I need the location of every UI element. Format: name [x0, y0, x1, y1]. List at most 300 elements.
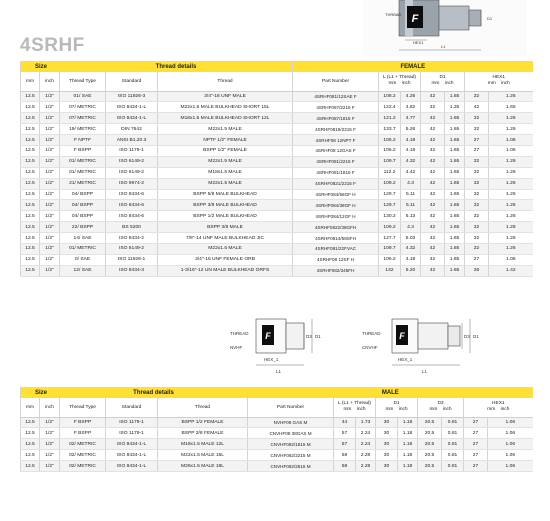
table-cell: 1.26 [489, 113, 533, 124]
table-cell: 4.26 [401, 91, 421, 102]
table-cell: 5.26 [401, 124, 421, 135]
table-row [21, 189, 533, 200]
table-row [21, 156, 533, 167]
l1-label: L1 [441, 44, 446, 49]
table-cell: 5.11 [401, 189, 421, 200]
col-standard: Standard [106, 72, 158, 91]
table-cell: 1.18 [398, 450, 418, 461]
table-cell: BS 5200 [106, 222, 158, 233]
table-cell: 1/2" [40, 417, 60, 428]
col-inch: inch [40, 398, 60, 417]
table-cell: 1.06 [488, 417, 533, 428]
table-cell: 20.5 [418, 450, 442, 461]
table-cell: 1/2" [40, 156, 60, 167]
table-cell: 22/ BSPP [60, 222, 106, 233]
table-cell: 01/ METRIC [60, 167, 106, 178]
table-cell: 30 [376, 450, 398, 461]
table-cell: 02/ METRIC [60, 461, 106, 472]
table-cell: 14/ SAE [60, 233, 106, 244]
table-cell: M22x1.5 MALE [158, 243, 293, 254]
table-cell: 42 [421, 156, 445, 167]
col-d1-mm: mm [431, 81, 440, 87]
col-d1-title: D1 [393, 401, 400, 407]
table-cell: 12.5 [21, 135, 40, 146]
table-cell: 1.26 [489, 178, 533, 189]
table-cell: 4SRHF081/2215 F [293, 156, 379, 167]
table-cell: 30 [376, 461, 398, 472]
table-cell: 42 [421, 189, 445, 200]
table-cell: 1.65 [445, 124, 465, 135]
thread-details-group-header: Thread details [60, 61, 293, 72]
table-cell: 1.06 [488, 439, 533, 450]
table-cell: M26x1.5 MALE 18L [158, 461, 248, 472]
cnvhf-hex-label: HEX_1 [398, 357, 413, 362]
table-cell: ISO 8434-6 [106, 211, 158, 222]
col-d1-inch: inch [444, 81, 454, 87]
table-cell: 1.06 [489, 135, 533, 146]
table-cell: 32 [465, 167, 489, 178]
col-hex1-inch: inch [500, 407, 510, 413]
table-cell: 132 [379, 265, 401, 276]
table-cell: F NPTF [60, 135, 106, 146]
table-cell: 1.06 [488, 450, 533, 461]
thread-details-group-header: Thread details [60, 387, 248, 398]
table-row [21, 243, 533, 254]
table-cell: 12.5 [21, 167, 40, 178]
table-cell: 4SRHF081/22FVAC [293, 243, 379, 254]
table-cell: 1/2" [40, 211, 60, 222]
table-cell: 4SRHF0814/58SFH [293, 233, 379, 244]
col-thread-type: Thread Type [60, 398, 106, 417]
table-cell: ISO 1179-1 [106, 145, 158, 156]
table-cell: 1.26 [489, 189, 533, 200]
female-table-body [21, 91, 533, 276]
table-cell: 12.5 [21, 243, 40, 254]
table-cell: 30 [376, 417, 398, 428]
table-cell: 1.18 [398, 428, 418, 439]
table-cell: 1.26 [489, 243, 533, 254]
male-spec-table [20, 387, 533, 472]
table-cell: 1/2" [40, 428, 60, 439]
table-cell: 1/2" [40, 243, 60, 254]
table-cell: BSPP 3/8 MALE BULKHEAD [158, 200, 293, 211]
table-cell: ISO 8434-1-L [106, 102, 158, 113]
table-cell: M22x1.5 MALE [158, 156, 293, 167]
nvhf-d3-label: D3 [306, 334, 312, 339]
table-cell: 42 [421, 265, 445, 276]
table-cell: 1/2" [40, 113, 60, 124]
table-cell: 4SRHF0819/2215 F [293, 124, 379, 135]
table-cell: 7/8"-14 UNF MALE BULKHEAD JIC [158, 233, 293, 244]
table-column-header [21, 398, 533, 417]
table-cell: 1/2" [40, 254, 60, 265]
table-cell: 106.2 [379, 145, 401, 156]
svg-text:F: F [399, 331, 405, 341]
col-length [334, 398, 376, 417]
female-spec-table [20, 61, 533, 277]
table-cell: 42 [421, 167, 445, 178]
table-cell: 1.65 [445, 211, 465, 222]
table-row [21, 124, 533, 135]
table-cell: 12.5 [21, 145, 40, 156]
table-cell: 12.5 [21, 222, 40, 233]
table-cell: 42 [421, 135, 445, 146]
table-cell: ISO 8434-1-L [106, 450, 158, 461]
table-cell: 12.5 [21, 124, 40, 135]
table-cell: 4.18 [401, 254, 421, 265]
table-cell: 1.65 [445, 200, 465, 211]
table-cell: 2.24 [356, 428, 376, 439]
table-cell: CNVHF082/2215 M [248, 450, 334, 461]
table-cell: 27 [465, 145, 489, 156]
table-cell: 130.2 [379, 211, 401, 222]
table-cell: 12.5 [21, 439, 40, 450]
table-cell: 32 [465, 222, 489, 233]
table-cell: 109.7 [379, 156, 401, 167]
col-hex1-title: HEX1 [492, 401, 505, 407]
table-cell: 1.26 [489, 200, 533, 211]
table-cell: 129.7 [379, 200, 401, 211]
table-cell: 1.42 [489, 265, 533, 276]
table-cell: 01/ METRIC [60, 156, 106, 167]
table-cell: 27 [465, 254, 489, 265]
table-cell: 1.65 [445, 265, 465, 276]
table-cell: 4.42 [401, 167, 421, 178]
table-cell: 1/2" [40, 265, 60, 276]
col-inch: inch [40, 72, 60, 91]
table-cell: 36 [465, 265, 489, 276]
nvhf-part-label: NVHF [230, 345, 243, 350]
table-row [21, 200, 533, 211]
col-d1 [421, 72, 465, 91]
table-cell: 42 [421, 200, 445, 211]
table-cell: ISO 11926-1 [106, 254, 158, 265]
table-cell: 27 [464, 450, 488, 461]
table-row [21, 265, 533, 276]
col-d1 [376, 398, 418, 417]
nvhf-diagram [228, 313, 328, 379]
table-cell: 0/ SAE [60, 254, 106, 265]
table-cell: 0.81 [442, 439, 464, 450]
table-cell: 5.11 [401, 200, 421, 211]
table-cell: 42 [421, 145, 445, 156]
table-cell: 109.2 [379, 222, 401, 233]
col-hex1-mm: mm [487, 81, 496, 87]
table-cell: ISO 8434-6 [106, 200, 158, 211]
table-cell: 1.65 [489, 102, 533, 113]
table-cell: ISO 1179-1 [106, 417, 158, 428]
col-d3-title: D3 [437, 401, 444, 407]
table-cell: ISO 8434-2 [106, 233, 158, 244]
table-cell: ANSI B1.20.3 [106, 135, 158, 146]
table-cell: 02/ METRIC [60, 450, 106, 461]
table-cell: CNVHF082/2615 M [248, 461, 334, 472]
table-row [21, 222, 533, 233]
table-cell: ISO 9974-2 [106, 178, 158, 189]
table-cell: 58 [334, 461, 356, 472]
table-cell: 1.65 [445, 156, 465, 167]
table-cell: 1.26 [489, 156, 533, 167]
table-cell: 57 [334, 428, 356, 439]
male-table-body [21, 417, 533, 471]
table-cell: 1.26 [489, 222, 533, 233]
table-row [21, 439, 533, 450]
table-cell: ISO 6149-2 [106, 156, 158, 167]
table-cell: 20.5 [418, 428, 442, 439]
table-cell: 1.06 [488, 428, 533, 439]
table-cell: 58 [334, 450, 356, 461]
table-cell: 42 [421, 124, 445, 135]
cnvhf-l1-label: L1 [422, 369, 428, 374]
table-cell: 5.13 [401, 211, 421, 222]
table-cell: 1.26 [489, 91, 533, 102]
table-cell: 4SRHF082/345FH [293, 265, 379, 276]
table-cell: 1.65 [445, 189, 465, 200]
table-row [21, 211, 533, 222]
table-row [21, 233, 533, 244]
table-row [21, 135, 533, 146]
size-group-header: Size [21, 387, 60, 398]
table-cell: 0.81 [442, 461, 464, 472]
table-cell: BSPP 1/2" FEMALE [158, 145, 293, 156]
table-cell: 32 [465, 233, 489, 244]
table-cell: ISO 8434-3 [106, 265, 158, 276]
table-cell: 1/2" [40, 167, 60, 178]
table-cell: M22x1.5 MALE BULKHEAD SHORT 15L [158, 102, 293, 113]
table-cell: 4SRHF084/58GF H [293, 189, 379, 200]
table-cell: 12.5 [21, 417, 40, 428]
table-cell: 32 [465, 200, 489, 211]
col-d3-inch: inch [442, 407, 452, 413]
table-cell: 1.06 [489, 254, 533, 265]
table-cell: 12.5 [21, 265, 40, 276]
table-cell: 32 [465, 124, 489, 135]
table-cell: 1/2" [40, 233, 60, 244]
nvhf-l1-label: L1 [276, 369, 282, 374]
table-cell: 2.28 [356, 450, 376, 461]
col-mm: mm [21, 398, 40, 417]
table-cell: 12.5 [21, 200, 40, 211]
table-cell: NVHF08 GAS M [248, 417, 334, 428]
table-cell: NPTF 1/2" FEMALE [158, 135, 293, 146]
table-row [21, 113, 533, 124]
table-cell: 32 [465, 243, 489, 254]
table-cell: CNVHF082/1815 M [248, 439, 334, 450]
col-hex1 [465, 72, 533, 91]
table-cell: 04/ BSPP [60, 200, 106, 211]
d1-label: D1 [487, 16, 493, 21]
table-cell: 1/2" [40, 91, 60, 102]
table-cell: 4.3 [401, 222, 421, 233]
table-cell: 1.18 [398, 461, 418, 472]
hex1-label: HEX1 [413, 40, 424, 45]
table-cell: ISO 8434-1-L [106, 461, 158, 472]
female-group-header: FEMALE [293, 61, 533, 72]
table-cell: 1/2" [40, 200, 60, 211]
table-cell: 1.65 [445, 222, 465, 233]
table-row [21, 178, 533, 189]
table-cell: 1.65 [445, 254, 465, 265]
table-cell: M22x1.5 MALE [158, 124, 293, 135]
table-row [21, 461, 533, 472]
table-cell: 1/2" [40, 222, 60, 233]
table-cell: ISO 6149-2 [106, 167, 158, 178]
table-cell: 0.81 [442, 428, 464, 439]
col-length-mm: mm [388, 81, 397, 87]
table-cell: 1.18 [398, 417, 418, 428]
table-cell: 42 [421, 254, 445, 265]
table-cell: 27 [464, 439, 488, 450]
table-cell: 129.7 [379, 189, 401, 200]
table-cell: 12.5 [21, 254, 40, 265]
table-cell: 04/ BSPP [60, 211, 106, 222]
nvhf-d1-label: D1 [315, 334, 321, 339]
table-cell: 4.77 [401, 113, 421, 124]
col-length-title: L (L1 + Thread) [338, 401, 371, 407]
table-cell: 44 [334, 417, 356, 428]
table-cell: 4SRHF0822/38GFH [293, 222, 379, 233]
table-cell: 20.5 [418, 417, 442, 428]
table-cell: 21/ METRIC [60, 178, 106, 189]
table-cell: 1-3/16"-12 UN MALE BULKHEAD ORFS [158, 265, 293, 276]
table-cell: 32 [465, 91, 489, 102]
table-cell: 112.2 [379, 167, 401, 178]
table-cell: 2.28 [356, 461, 376, 472]
table-cell: 1/2" [40, 439, 60, 450]
table-cell: ISO 6149-2 [106, 243, 158, 254]
col-part-number: Part Number [248, 398, 334, 417]
table-cell: 30 [376, 439, 398, 450]
table-cell: 1/2" [40, 135, 60, 146]
table-cell: 4SRHF081/12SAE F [293, 91, 379, 102]
table-cell: 27 [464, 428, 488, 439]
col-thread: Thread [158, 72, 293, 91]
table-row [21, 417, 533, 428]
table-cell: ISO 1179-1 [106, 428, 158, 439]
cnvhf-diagram [358, 313, 488, 379]
table-cell: 32 [465, 178, 489, 189]
table-cell: BSPP 3/8 MALE [158, 222, 293, 233]
col-hex1-inch: inch [501, 81, 510, 87]
table-cell: 4.32 [401, 243, 421, 254]
table-cell: 4SRHF08 12SF H [293, 254, 379, 265]
cnvhf-d3-label: D3 [464, 334, 470, 339]
table-cell: 1/2" [40, 124, 60, 135]
table-cell: 4SRHF081/1815 F [293, 167, 379, 178]
nvhf-hex-label: HEX_1 [264, 357, 279, 362]
col-length-mm: mm [343, 407, 352, 413]
table-cell: 1.65 [445, 113, 465, 124]
table-cell: 12.5 [21, 233, 40, 244]
table-cell: DIN 7642 [106, 124, 158, 135]
table-cell: 1.65 [445, 243, 465, 254]
col-d3-mm: mm [429, 407, 438, 413]
table-cell: 4.18 [401, 145, 421, 156]
col-length [379, 72, 421, 91]
table-cell: 04/ BSPP [60, 189, 106, 200]
table-cell: 12.5 [21, 178, 40, 189]
table-cell: 1.26 [489, 233, 533, 244]
table-cell: 12.5 [21, 461, 40, 472]
table-cell: 4.18 [401, 135, 421, 146]
table-cell: 4.82 [401, 102, 421, 113]
table-cell: 07/ METRIC [60, 113, 106, 124]
table-cell: 2.24 [356, 439, 376, 450]
table-cell: 3/4"-16 UNF FEMALE ORB [158, 254, 293, 265]
table-cell: 122.4 [379, 102, 401, 113]
table-cell: 1/2" [40, 461, 60, 472]
table-cell: 27 [464, 461, 488, 472]
table-cell: 1.06 [489, 145, 533, 156]
table-cell: 4.32 [401, 156, 421, 167]
table-cell: 5.03 [401, 233, 421, 244]
table-cell: 4SRHF087/2215 F [293, 102, 379, 113]
table-cell: 42 [421, 243, 445, 254]
male-group-header: MALE [248, 387, 533, 398]
table-cell: 1.26 [489, 124, 533, 135]
table-cell: 42 [421, 91, 445, 102]
table-cell: BSPP 1/2 FEMALE [158, 417, 248, 428]
table-cell: 5.20 [401, 265, 421, 276]
table-cell: 12.5 [21, 113, 40, 124]
table-cell: 133.7 [379, 124, 401, 135]
table-cell: 121.2 [379, 113, 401, 124]
table-row [21, 450, 533, 461]
col-part-number: Part Number [293, 72, 379, 91]
col-length-inch: inch [401, 81, 411, 87]
table-cell: 12.5 [21, 102, 40, 113]
table-cell: CNVHF08 38GAS M [248, 428, 334, 439]
table-cell: M22x1.5 MALE [158, 178, 293, 189]
page-title: 4SRHF [20, 35, 85, 56]
table-cell: 0.81 [442, 417, 464, 428]
col-length-inch: inch [356, 407, 366, 413]
table-cell: 12/ SAE [60, 265, 106, 276]
table-row [21, 145, 533, 156]
table-cell: 20.5 [418, 461, 442, 472]
table-row [21, 167, 533, 178]
table-cell: M18x1.5 MALE [158, 167, 293, 178]
table-cell: 42 [421, 113, 445, 124]
thread-label: THREAD [385, 12, 402, 17]
table-cell: ISO 11926-3 [106, 91, 158, 102]
col-mm: mm [21, 72, 40, 91]
table-cell: 01/ SAE [60, 91, 106, 102]
top-coupling-diagram [355, 0, 535, 56]
table-cell: 4SRHF084/38GF H [293, 200, 379, 211]
table-cell: 57 [334, 439, 356, 450]
table-cell: 4SRHF0821/2215 F [293, 178, 379, 189]
table-cell: ISO 8434-1-L [106, 439, 158, 450]
table-cell: 12.5 [21, 211, 40, 222]
table-cell: 1/2" [40, 145, 60, 156]
table-cell: 1/2" [40, 178, 60, 189]
table-cell: 4.3 [401, 178, 421, 189]
table-cell: BSPP 3/8 FEMALE [158, 428, 248, 439]
table-cell: 1.26 [445, 102, 465, 113]
col-length-title: L (L1 + Thread) [383, 75, 416, 81]
col-d1-inch: inch [398, 407, 408, 413]
table-cell: 3/4"-16 UNF MALE [158, 91, 293, 102]
col-hex1-title: HEX1 [492, 75, 506, 81]
col-d1-title: D1 [439, 75, 446, 81]
table-cell: 1.65 [445, 145, 465, 156]
table-cell: 12.5 [21, 189, 40, 200]
col-thread: Thread [158, 398, 248, 417]
table-cell: 07/ METRIC [60, 102, 106, 113]
table-cell: 1.65 [445, 233, 465, 244]
table-cell: 32 [465, 113, 489, 124]
